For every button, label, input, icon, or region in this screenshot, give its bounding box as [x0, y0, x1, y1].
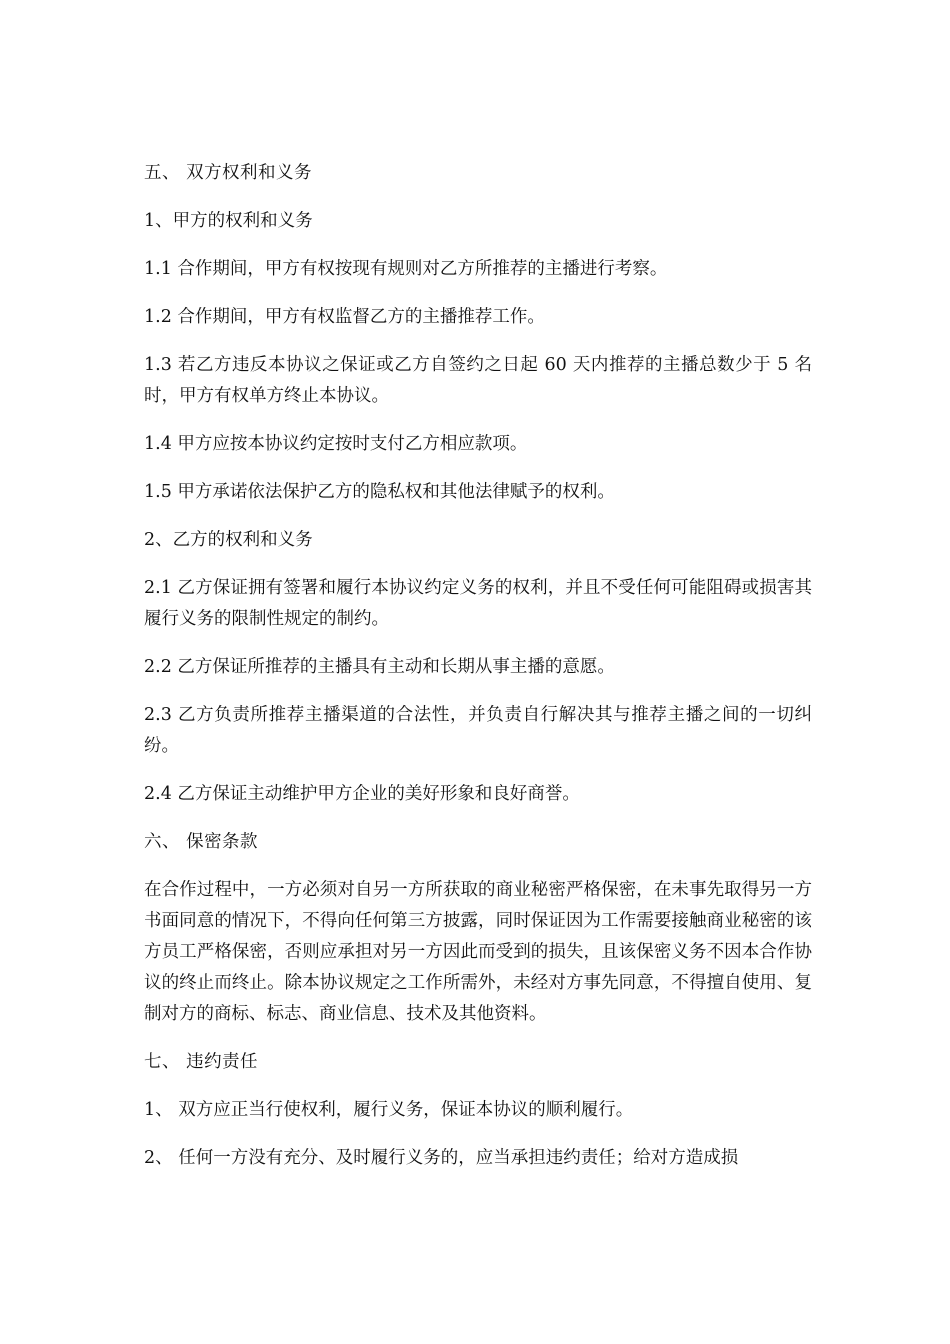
- clause-1-1: 1.1 合作期间，甲方有权按现有规则对乙方所推荐的主播进行考察。: [144, 259, 668, 279]
- clause-2-2: 2.2 乙方保证所推荐的主播具有主动和长期从事主播的意愿。: [144, 657, 615, 677]
- clause-2-4: 2.4 乙方保证主动维护甲方企业的美好形象和良好商誉。: [144, 784, 580, 804]
- party-b-heading: 2、乙方的权利和义务: [144, 530, 313, 550]
- clause-1-2: 1.2 合作期间，甲方有权监督乙方的主播推荐工作。: [144, 307, 545, 327]
- clause-1-3: 1.3 若乙方违反本协议之保证或乙方自签约之日起 60 天内推荐的主播总数少于 5 名时，甲方有权单方终止本协议。: [144, 355, 812, 406]
- clause-1-5: 1.5 甲方承诺依法保护乙方的隐私权和其他法律赋予的权利。: [144, 482, 615, 502]
- section-7-heading: 七、 违约责任: [144, 1052, 259, 1072]
- clause-2-1: 2.1 乙方保证拥有签署和履行本协议约定义务的权利，并且不受任何可能阻碍或损害其履行义务的限制性规定的制约。: [144, 578, 812, 629]
- party-a-heading: 1、甲方的权利和义务: [144, 211, 313, 231]
- liability-item-1: 1、 双方应正当行使权利，履行义务，保证本协议的顺利履行。: [144, 1100, 634, 1120]
- clause-1-4: 1.4 甲方应按本协议约定按时支付乙方相应款项。: [144, 434, 528, 454]
- document-body: [144, 158, 812, 1191]
- section-6-heading: 六、 保密条款: [144, 832, 259, 852]
- confidentiality-paragraph: 在合作过程中，一方必须对自另一方所获取的商业秘密严格保密，在未事先取得另一方书面同意的情况下，不得向任何第三方披露，同时保证因为工作需要接触商业秘密的该方员工严格保密，否则应承担对另一方因此而受到的损失，且该保密义务不因本合作协议的终止而终止。除本协议规定之工作所需外，未经对方事先同意，不得擅自使用、复制对方的商标、标志、商业信息、技术及其他资料。: [144, 880, 812, 1024]
- section-5-heading: 五、 双方权利和义务: [144, 163, 313, 183]
- liability-item-2: 2、 任何一方没有充分、及时履行义务的，应当承担违约责任；给对方造成损: [144, 1148, 739, 1168]
- clause-2-3: 2.3 乙方负责所推荐主播渠道的合法性，并负责自行解决其与推荐主播之间的一切纠纷。: [144, 705, 812, 756]
